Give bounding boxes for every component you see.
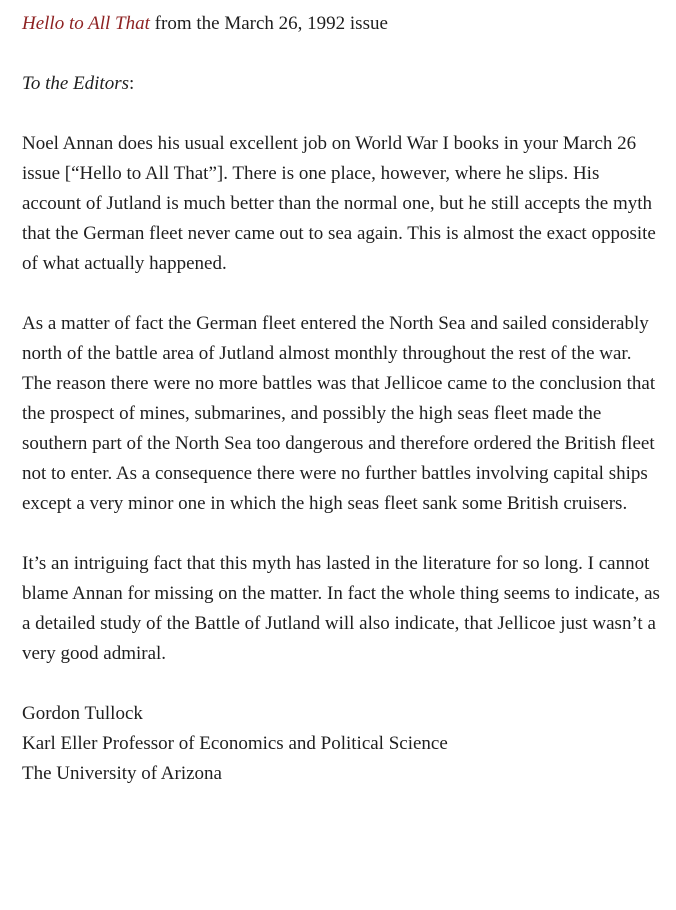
salutation — [22, 69, 662, 99]
salutation-colon: : — [129, 73, 135, 94]
letter-paragraph-2: As a matter of fact the German fleet entered the North Sea and sailed considerably north of the battle area of Jutland almost monthly throughout the rest of the war. The reason there were no more battles was that Jellicoe came to the conclusion that the prospect of mines, submarines, and possibly the high seas fleet made the southern part of the North Sea too dangerous and therefore ordered the British fleet not to enter. As a consequence there were no further battles involving capital ships except a very minor one in which the high seas fleet sank some British cruisers. — [22, 313, 656, 514]
article-link[interactable]: Hello to All That — [22, 13, 150, 34]
issue-reference — [22, 9, 662, 39]
author-institution: The University of Arizona — [22, 763, 222, 784]
letter-paragraph-1: Noel Annan does his usual excellent job on World War I books in your March 26 issue [“Hello to All That”]. There is one place, however, where he slips. His account of Jutland is much better than the normal one, but he still accepts the myth that the German fleet never came out to sea again. This is almost the exact opposite of what actually happened. — [22, 133, 656, 274]
signature-block — [22, 699, 662, 789]
salutation-text: To the Editors — [22, 73, 129, 94]
letter-page — [22, 9, 662, 789]
letter-paragraph-3: It’s an intriguing fact that this myth has lasted in the literature for so long. I cannot blame Annan for missing on the matter. In fact the whole thing seems to indicate, as a detailed study of the Battle of Jutland will also indicate, that Jellicoe just wasn’t a very good admiral. — [22, 553, 660, 664]
author-title: Karl Eller Professor of Economics and Political Science — [22, 733, 448, 754]
author-name: Gordon Tullock — [22, 703, 143, 724]
issue-date-text: from the March 26, 1992 issue — [149, 13, 388, 34]
